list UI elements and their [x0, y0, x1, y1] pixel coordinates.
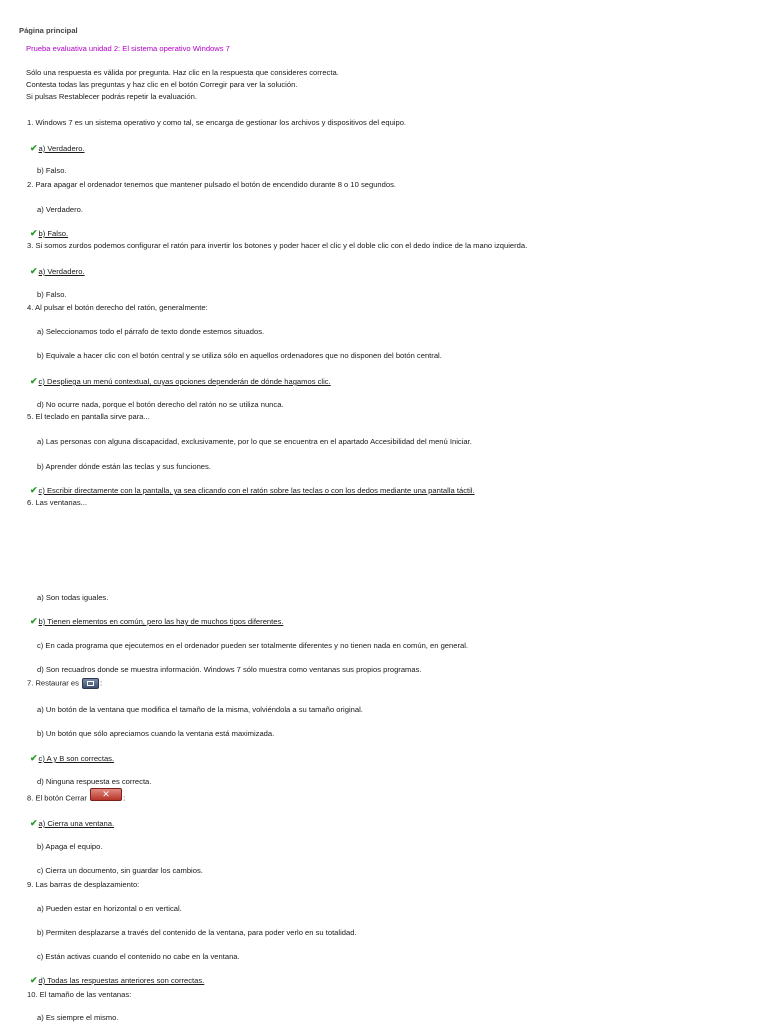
answer-text: a) Verdadero.: [37, 205, 84, 214]
answer-option[interactable]: [37, 462, 211, 472]
answer-option[interactable]: [37, 351, 442, 361]
check-icon: ✔: [30, 143, 38, 153]
answer-option-correct[interactable]: [30, 228, 68, 239]
answer-text: c) Están activas cuando el contenido no cabe en la ventana.: [37, 952, 240, 961]
answer-text: b) Falso.: [38, 229, 69, 238]
answer-option[interactable]: [37, 1013, 118, 1023]
page-title: Prueba evaluativa unidad 2: El sistema operativo Windows 7: [26, 44, 230, 53]
answer-text: a) Un botón de la ventana que modifica el tamaño de la misma, volviéndola a su tamaño original.: [37, 705, 363, 714]
intro-line: Contesta todas las preguntas y haz clic en el botón Corregir para ver la solución.: [26, 80, 298, 89]
answer-option[interactable]: [37, 952, 240, 962]
answer-option-correct[interactable]: [30, 266, 85, 277]
check-icon: ✔: [30, 818, 38, 828]
answer-text: b) Falso.: [37, 166, 67, 175]
check-icon: ✔: [30, 975, 38, 985]
question-suffix: :: [123, 793, 126, 803]
answer-option[interactable]: [37, 777, 151, 787]
question-label: 1. Windows 7 es un sistema operativo y como tal, se encarga de gestionar los archivos y dispositivos del equipo.: [27, 118, 407, 127]
answer-option[interactable]: [37, 290, 67, 300]
answer-text: d) Son recuadros donde se muestra información. Windows 7 sólo muestra como ventanas sus propios programas.: [37, 665, 422, 674]
answer-option[interactable]: [37, 705, 363, 715]
question-text: [27, 241, 527, 251]
answer-text: b) Falso.: [37, 290, 67, 299]
answer-text: a) Seleccionamos todo el párrafo de texto donde estemos situados.: [37, 327, 265, 336]
question-text: [27, 412, 150, 422]
answer-option[interactable]: [37, 842, 102, 852]
question-label: 6. Las ventanas...: [27, 498, 87, 507]
answer-text: d) Todas las respuestas anteriores son correctas.: [38, 976, 205, 985]
answer-option[interactable]: [37, 904, 182, 914]
answer-option[interactable]: [37, 665, 422, 675]
check-icon: ✔: [30, 485, 38, 495]
answer-text: a) Pueden estar en horizontal o en vertical.: [37, 904, 182, 913]
question-text: [27, 880, 139, 890]
question-suffix: :: [100, 678, 103, 688]
answer-text: b) Tienen elementos en común, pero las hay de muchos tipos diferentes.: [38, 617, 284, 626]
answer-option[interactable]: [37, 729, 274, 739]
answer-text: c) En cada programa que ejecutemos en el ordenador pueden ser totalmente diferentes y no tienen nada en común, en general.: [37, 641, 469, 650]
answer-option-correct[interactable]: [30, 485, 475, 496]
answer-text: a) Son todas iguales.: [37, 593, 109, 602]
answer-option-correct[interactable]: [30, 376, 331, 387]
answer-text: b) Apaga el equipo.: [37, 842, 103, 851]
answer-option[interactable]: [37, 866, 203, 876]
answer-text: a) Cierra una ventana.: [38, 819, 115, 828]
check-icon: ✔: [30, 266, 38, 276]
question-label: 4. Al pulsar el botón derecho del ratón, generalmente:: [27, 303, 208, 312]
question-label: 3. Si somos zurdos podemos configurar el ratón para invertir los botones y poder hacer el clic y el doble clic con el dedo índice de la mano izquierda.: [27, 241, 528, 250]
answer-text: c) Despliega un menú contextual, cuyas opciones dependerán de dónde hagamos clic.: [38, 377, 331, 386]
answer-option-correct[interactable]: [30, 143, 85, 154]
answer-text: b) Equivale a hacer clic con el botón central y se utiliza sólo en aquellos ordenadores que no disponen del botón central.: [37, 351, 442, 360]
question-text: [27, 118, 406, 128]
answer-option-correct[interactable]: [30, 753, 114, 764]
question-label: 10. El tamaño de las ventanas:: [27, 990, 132, 999]
intro-line: Sólo una respuesta es válida por pregunta. Haz clic en la respuesta que consideres correcta.: [26, 68, 339, 77]
answer-text: d) Ninguna respuesta es correcta.: [37, 777, 152, 786]
answer-text: c) Escribir directamente con la pantalla, ya sea clicando con el ratón sobre las teclas o con los dedos mediante una pantalla táctil.: [38, 486, 475, 495]
question-text: [27, 990, 131, 1000]
answer-text: b) Aprender dónde están las teclas y sus funciones.: [37, 462, 211, 471]
intro-line: Si pulsas Restablecer podrás repetir la evaluación.: [26, 92, 197, 101]
answer-option-correct[interactable]: [30, 818, 114, 829]
restore-button-icon: [82, 678, 99, 689]
check-icon: ✔: [30, 616, 38, 626]
question-label: 9. Las barras de desplazamiento:: [27, 880, 140, 889]
close-button-icon: ✕: [90, 788, 122, 801]
answer-option[interactable]: [37, 327, 264, 337]
check-icon: ✔: [30, 228, 38, 238]
answer-option[interactable]: [37, 593, 108, 603]
answer-option[interactable]: [37, 166, 67, 176]
answer-option[interactable]: [37, 928, 357, 938]
question-text: [27, 303, 208, 313]
breadcrumb[interactable]: Página principal: [19, 26, 78, 35]
check-icon: ✔: [30, 753, 38, 763]
answer-option[interactable]: [37, 437, 472, 447]
answer-text: d) No ocurre nada, porque el botón derecho del ratón no se utiliza nunca.: [37, 400, 284, 409]
answer-option[interactable]: [37, 205, 83, 215]
question-label: 8. El botón Cerrar: [27, 793, 87, 803]
answer-option-correct[interactable]: [30, 975, 204, 986]
question-text: [27, 498, 87, 508]
question-label: 2. Para apagar el ordenador tenemos que mantener pulsado el botón de encendido durante 8 o 10 segundos.: [27, 180, 396, 189]
answer-text: a) Verdadero.: [38, 267, 85, 276]
answer-option[interactable]: [37, 400, 284, 410]
question-text: [27, 789, 126, 805]
answer-option-correct[interactable]: [30, 616, 283, 627]
answer-text: a) Es siempre el mismo.: [37, 1013, 119, 1022]
question-label: 7. Restaurar es: [27, 678, 79, 688]
answer-text: b) Permiten desplazarse a través del contenido de la ventana, para poder verlo en su totalidad.: [37, 928, 357, 937]
answer-option[interactable]: [37, 641, 468, 651]
answer-text: a) Verdadero.: [38, 144, 85, 153]
question-text: [27, 180, 396, 190]
answer-text: c) Cierra un documento, sin guardar los cambios.: [37, 866, 203, 875]
question-text: [27, 678, 102, 689]
answer-text: c) A y B son correctas.: [38, 754, 115, 763]
question-label: 5. El teclado en pantalla sirve para...: [27, 412, 150, 421]
check-icon: ✔: [30, 376, 38, 386]
answer-text: a) Las personas con alguna discapacidad, exclusivamente, por lo que se encuentra en el apartado Accesibilidad del menú Iniciar.: [37, 437, 472, 446]
answer-text: b) Un botón que sólo apreciamos cuando la ventana está maximizada.: [37, 729, 275, 738]
